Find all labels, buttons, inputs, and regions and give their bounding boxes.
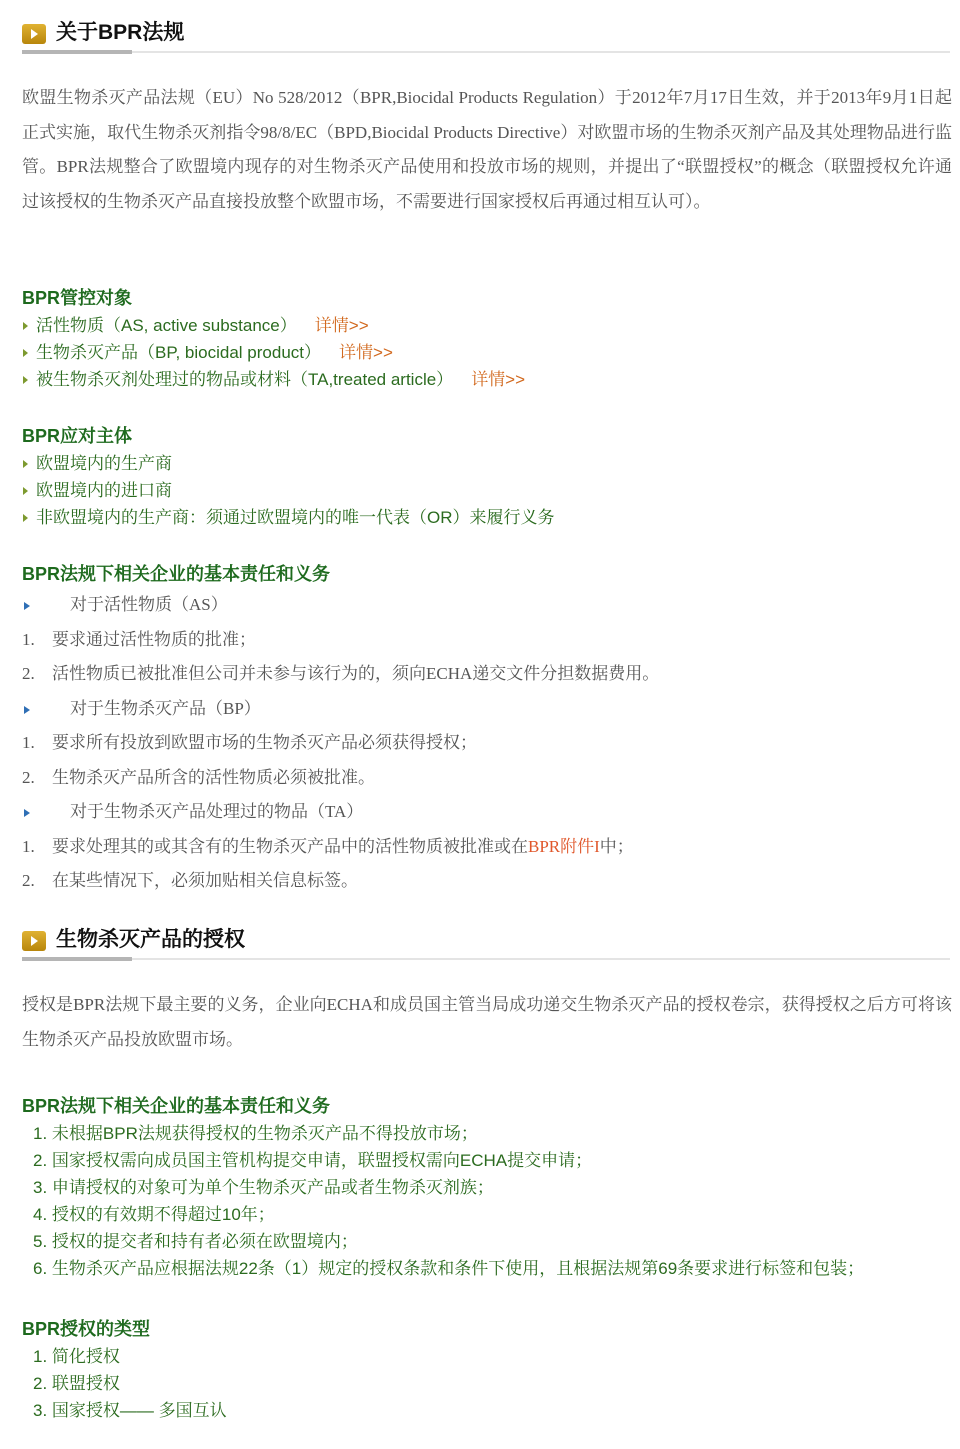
arrow-box-icon: [22, 24, 46, 44]
group-title-text: 对于生物杀灭产品（BP）: [70, 698, 261, 718]
arrow-bullet-icon: [23, 349, 28, 357]
header-rule: [132, 51, 950, 53]
scope-item-text: 活性物质（AS, active substance）: [36, 316, 297, 335]
obligation-group-title: [22, 692, 659, 727]
auth-types-list: [33, 1343, 227, 1424]
list-item: [22, 761, 659, 796]
arrow-box-icon: [22, 931, 46, 951]
intro-paragraph: 欧盟生物杀灭产品法规（EU）No 528/2012（BPR,Biocidal Products Regulation）于2012年7月17日生效，并于2013年9月1日起正式实施，取代生物杀灭剂指令98/8/EC（BPD,Biocidal Products Directive）对欧盟市场的生物杀灭剂产品及其处理物品进行监管。BPR法规整合了欧盟境内现存的对生物杀灭产品使用和投放市场的规则，并提出了“联盟授权”的概念（联盟授权允许通过该授权的生物杀灭产品直接投放整个欧盟市场，不需要进行国家授权后再通过相互认可）。: [22, 88, 952, 211]
item-text: 要求处理其的或其含有的生物杀灭产品中的活性物质被批准或在: [52, 836, 528, 856]
arrow-bullet-icon: [23, 487, 28, 495]
item-text: 要求所有投放到欧盟市场的生物杀灭产品必须获得授权；: [52, 733, 477, 752]
group-title-text: 对于生物杀灭产品处理过的物品（TA）: [70, 802, 364, 821]
arrow-bullet-icon: [23, 460, 28, 468]
item-number: 1.: [22, 836, 35, 856]
list-item: 1. 未根据BPR法规获得授权的生物杀灭产品不得投放市场；: [33, 1124, 478, 1143]
section-title: 生物杀灭产品的授权: [56, 928, 245, 951]
list-item: 2. 联盟授权: [33, 1374, 120, 1393]
list-item: [22, 477, 555, 504]
scope-heading: BPR管控对象: [22, 288, 133, 308]
list-item: [22, 339, 525, 366]
auth-obligations-heading: BPR法规下相关企业的基本责任和义务: [22, 1096, 331, 1116]
authorisation-paragraph: 授权是BPR法规下最主要的义务，企业向ECHA和成员国主管当局成功递交生物杀灭产品的授权卷宗，获得授权之后方可将该生物杀灭产品投放欧盟市场。: [22, 995, 952, 1049]
scope-item-text: 被生物杀灭剂处理过的物品或材料（TA,treated article）: [36, 370, 454, 389]
subjects-heading: BPR应对主体: [22, 426, 133, 446]
list-item: [22, 657, 659, 692]
item-number: 1.: [22, 733, 35, 752]
item-text: 生物杀灭产品所含的活性物质必须被批准。: [52, 767, 375, 787]
header-rule-accent: [22, 957, 132, 961]
obligations-list: [22, 588, 659, 899]
arrow-bullet-icon: [23, 376, 28, 384]
item-text-end: 中；: [599, 836, 634, 856]
list-item: [22, 504, 555, 531]
detail-link[interactable]: 详情>>: [471, 370, 526, 389]
blue-bullet-icon: [24, 706, 30, 714]
obligations-heading: BPR法规下相关企业的基本责任和义务: [22, 564, 331, 584]
item-text: 活性物质已被批准但公司并未参与该行为的，须向ECHA递交文件分担数据费用。: [52, 664, 660, 683]
list-item: 2. 国家授权需向成员国主管机构提交申请，联盟授权需向ECHA提交申请；: [33, 1151, 593, 1170]
list-item: 3. 国家授权—— 多国互认: [33, 1401, 227, 1420]
subject-item-text: 欧盟境内的进口商: [36, 481, 172, 500]
obligation-group-title: [22, 588, 659, 623]
subjects-list: [22, 450, 555, 531]
list-item: [22, 830, 659, 865]
item-text: 要求通过活性物质的批准；: [52, 629, 256, 649]
list-item: 5. 授权的提交者和持有者必须在欧盟境内；: [33, 1232, 358, 1251]
item-number: 1.: [22, 629, 35, 649]
header-rule: [132, 958, 950, 960]
list-item: [22, 623, 659, 658]
item-text: 在某些情况下，必须加贴相关信息标签。: [52, 871, 358, 890]
list-item: [22, 864, 659, 899]
section-header-about-bpr: [22, 18, 950, 52]
list-item: 6. 生物杀灭产品应根据法规22条（1）规定的授权条款和条件下使用，且根据法规第69条要求进行标签和包装；: [33, 1259, 865, 1278]
detail-link[interactable]: 详情>>: [339, 343, 393, 362]
arrow-bullet-icon: [23, 514, 28, 522]
subject-item-text: 非欧盟境内的生产商：须通过欧盟境内的唯一代表（OR）来履行义务: [36, 508, 555, 527]
list-item: 4. 授权的有效期不得超过10年；: [33, 1205, 275, 1224]
section-header-authorisation: [22, 925, 950, 959]
auth-types-heading: BPR授权的类型: [22, 1319, 151, 1339]
list-item: [22, 366, 525, 393]
item-number: 2.: [22, 664, 35, 683]
header-rule-accent: [22, 50, 132, 54]
list-item: [22, 726, 659, 761]
item-number: 2.: [22, 871, 35, 890]
scope-item-text: 生物杀灭产品（BP, biocidal product）: [36, 343, 322, 362]
obligation-group-title: [22, 795, 659, 830]
arrow-bullet-icon: [23, 322, 28, 330]
list-item: 1. 简化授权: [33, 1347, 120, 1366]
scope-list: [22, 312, 525, 393]
list-item: [22, 312, 525, 339]
blue-bullet-icon: [24, 809, 30, 817]
list-item: 3. 申请授权的对象可为单个生物杀灭产品或者生物杀灭剂族；: [33, 1178, 494, 1197]
section-title: 关于BPR法规: [56, 21, 185, 44]
detail-link[interactable]: 详情>>: [314, 316, 369, 335]
bpr-annex-link[interactable]: BPR附件I: [528, 836, 600, 856]
item-number: 2.: [22, 767, 35, 787]
auth-obligations-list: [33, 1120, 864, 1282]
list-item: [22, 450, 555, 477]
blue-bullet-icon: [24, 602, 30, 610]
subject-item-text: 欧盟境内的生产商: [36, 454, 172, 473]
group-title-text: 对于活性物质（AS）: [70, 595, 228, 614]
